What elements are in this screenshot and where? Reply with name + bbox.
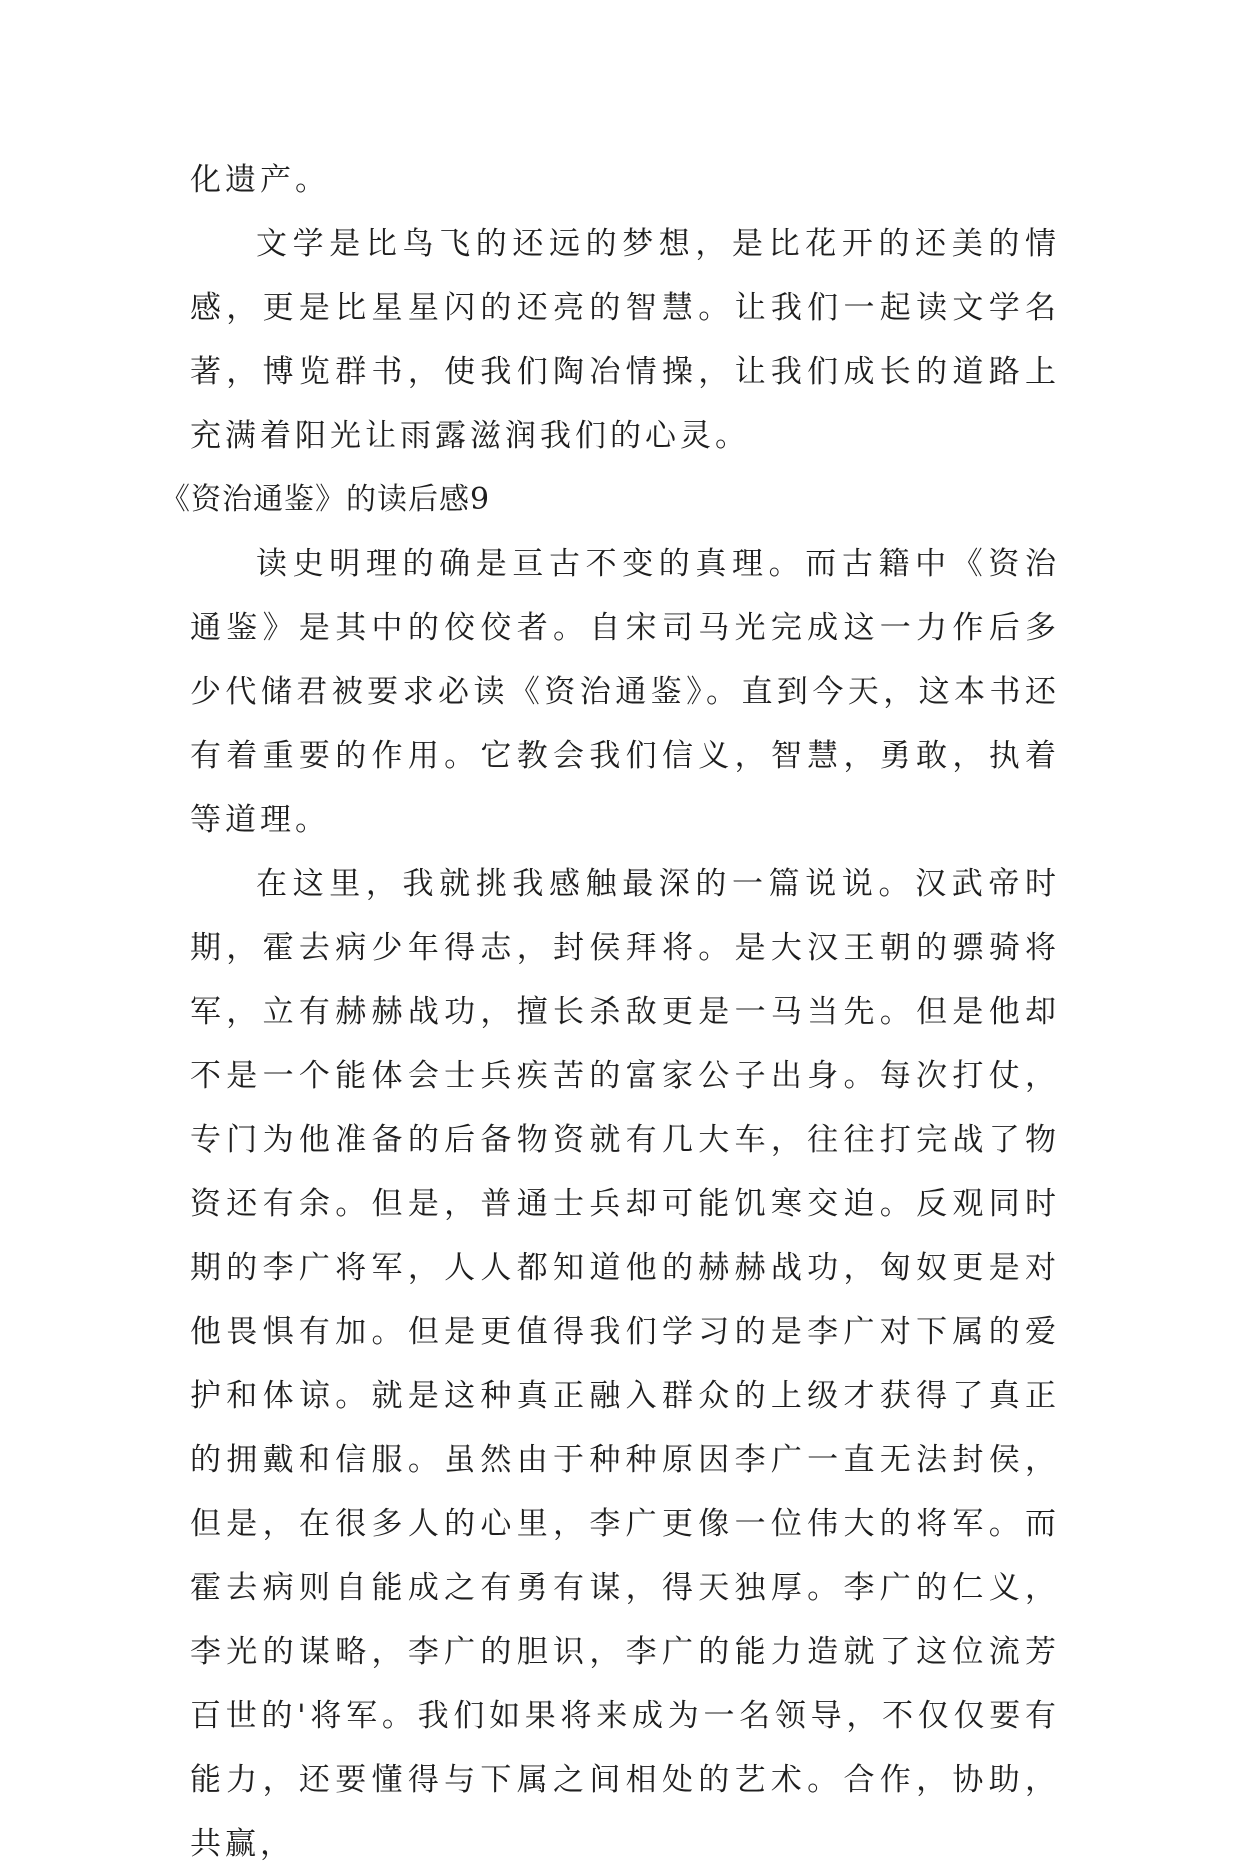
paragraph: 化遗产。 bbox=[190, 162, 330, 198]
paragraph: 读史明理的确是亘古不变的真理。而古籍中《资治通鉴》是其中的佼佼者。自宋司马光完成这一力作后多少代储君被要求必读《资治通鉴》。直到今天，这本书还有着重要的作用。它教会我们信义，智慧，勇敢，执着等道理。 bbox=[190, 546, 1060, 838]
paragraph: 文学是比鸟飞的还远的梦想，是比花开的还美的情感，更是比星星闪的还亮的智慧。让我们一起读文学名著，博览群书，使我们陶冶情操，让我们成长的道路上充满着阳光让雨露滋润我们的心灵。 bbox=[190, 226, 1060, 454]
document-body bbox=[160, 148, 1060, 1876]
section-title: 《资治通鉴》的读后感9 bbox=[160, 482, 491, 517]
paragraph: 在这里，我就挑我感触最深的一篇说说。汉武帝时期，霍去病少年得志，封侯拜将。是大汉王朝的骠骑将军，立有赫赫战功，擅长杀敌更是一马当先。但是他却不是一个能体会士兵疾苦的富家公子出身。每次打仗，专门为他准备的后备物资就有几大车，往往打完战了物资还有余。但是，普通士兵却可能饥寒交迫。反观同时期的李广将军，人人都知道他的赫赫战功，匈奴更是对他畏惧有加。但是更值得我们学习的是李广对下属的爱护和体谅。就是这种真正融入群众的上级才获得了真正的拥戴和信服。虽然由于种种原因李广一直无法封侯，但是，在很多人的心里，李广更像一位伟大的将军。而霍去病则自能成之有勇有谋，得天独厚。李广的仁义，李光的谋略，李广的胆识，李广的能力造就了这位流芳百世的'将军。我们如果将来成为一名领导，不仅仅要有能力，还要懂得与下属之间相处的艺术。合作，协助，共赢， bbox=[190, 866, 1060, 1862]
